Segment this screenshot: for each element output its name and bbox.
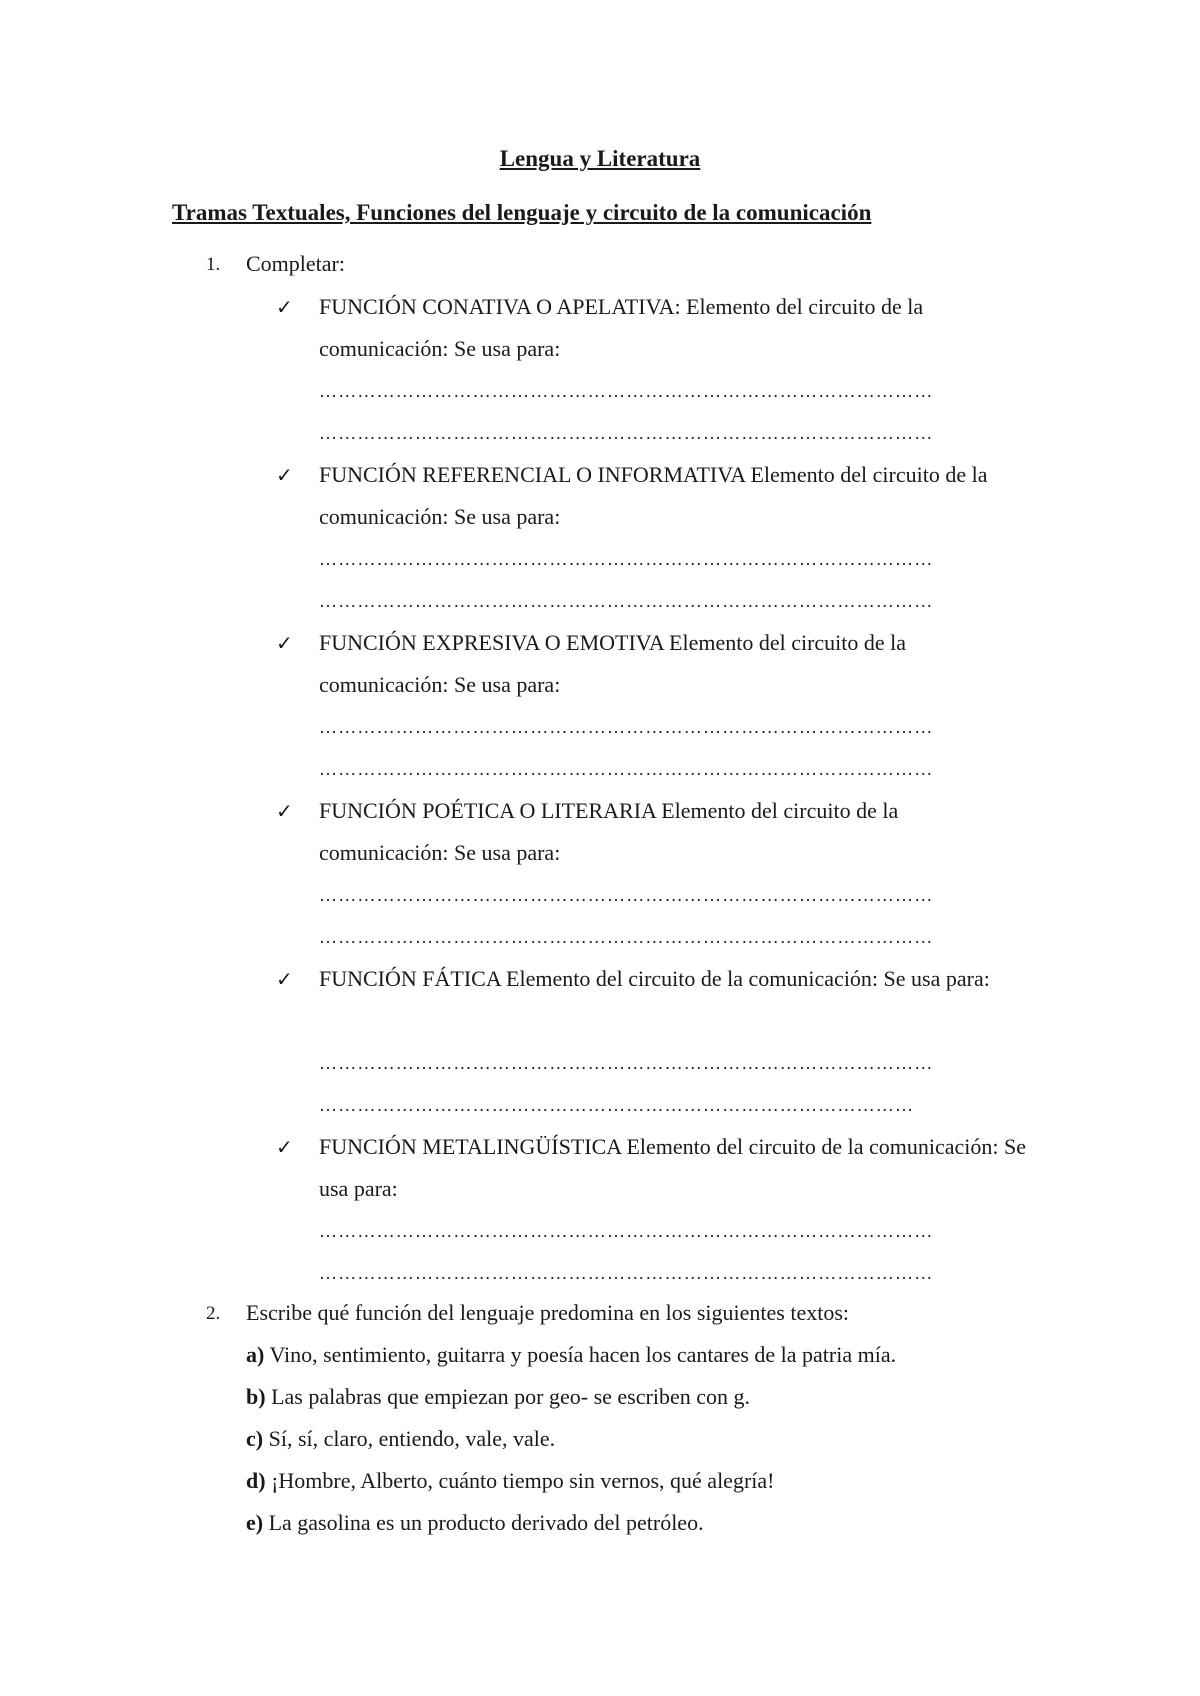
checkmark-icon: ✓ — [276, 1135, 293, 1159]
sentence-text: Vino, sentimiento, guitarra y poesía hacen los cantares de la patria mía. — [269, 1342, 897, 1367]
sentence-item — [246, 1466, 774, 1496]
checkmark-icon: ✓ — [276, 799, 293, 823]
page-title: Lengua y Literatura — [499, 146, 701, 171]
checkmark-icon: ✓ — [276, 967, 293, 991]
function-item-text: FUNCIÓN REFERENCIAL O INFORMATIVA Elemento del circuito de la comunicación: Se usa para: — [319, 462, 988, 529]
function-item-text: FUNCIÓN POÉTICA O LITERARIA Elemento del circuito de la comunicación: Se usa para: — [319, 798, 899, 865]
answer-line[interactable]: …………………………………………………………………………………… — [319, 927, 934, 947]
answer-line[interactable]: …………………………………………………………………………………… — [319, 1053, 934, 1073]
answer-line[interactable]: …………………………………………………………………………………… — [319, 1263, 934, 1283]
checkmark-icon: ✓ — [276, 295, 293, 319]
page-subtitle: Tramas Textuales, Funciones del lenguaje y circuito de la comunicación — [172, 200, 872, 225]
question-prompt: Escribe qué función del lenguaje predomina en los siguientes textos: — [246, 1300, 850, 1325]
answer-line[interactable]: …………………………………………………………………………………… — [319, 759, 934, 779]
answer-line[interactable]: ………………………………………………………………………………… — [319, 1095, 915, 1115]
sentence-text: Sí, sí, claro, entiendo, vale, vale. — [268, 1426, 556, 1451]
sentence-item — [246, 1424, 555, 1454]
sentence-label: c) — [246, 1426, 264, 1451]
checkmark-icon: ✓ — [276, 463, 293, 487]
answer-line[interactable]: …………………………………………………………………………………… — [319, 549, 934, 569]
sentence-label: b) — [246, 1384, 266, 1409]
function-item-text: FUNCIÓN CONATIVA O APELATIVA: Elemento del circuito de la comunicación: Se usa para: — [319, 294, 924, 361]
sentence-label: d) — [246, 1468, 266, 1493]
sentence-item — [246, 1508, 704, 1538]
sentence-label: e) — [246, 1510, 264, 1535]
question-number: 2. — [206, 1303, 221, 1324]
answer-line[interactable]: …………………………………………………………………………………… — [319, 717, 934, 737]
function-item-text: FUNCIÓN EXPRESIVA O EMOTIVA Elemento del circuito de la comunicación: Se usa para: — [319, 630, 907, 697]
checkmark-icon: ✓ — [276, 631, 293, 655]
function-item-text: FUNCIÓN FÁTICA Elemento del circuito de la comunicación: Se usa para: — [319, 966, 990, 991]
answer-line[interactable]: …………………………………………………………………………………… — [319, 885, 934, 905]
function-item-text: FUNCIÓN METALINGÜÍSTICA Elemento del circuito de la comunicación: Se usa para: — [319, 1134, 1026, 1201]
sentence-item — [246, 1340, 896, 1370]
sentence-text: La gasolina es un producto derivado del petróleo. — [268, 1510, 704, 1535]
sentence-item — [246, 1382, 750, 1412]
sentence-text: Las palabras que empiezan por geo- se escriben con g. — [271, 1384, 750, 1409]
sentence-text: ¡Hombre, Alberto, cuánto tiempo sin vernos, qué alegría! — [271, 1468, 775, 1493]
question-number: 1. — [206, 254, 221, 275]
answer-line[interactable]: …………………………………………………………………………………… — [319, 381, 934, 401]
sentence-label: a) — [246, 1342, 265, 1367]
question-prompt: Completar: — [246, 251, 345, 276]
answer-line[interactable]: …………………………………………………………………………………… — [319, 423, 934, 443]
answer-line[interactable]: …………………………………………………………………………………… — [319, 1221, 934, 1241]
answer-line[interactable]: …………………………………………………………………………………… — [319, 591, 934, 611]
